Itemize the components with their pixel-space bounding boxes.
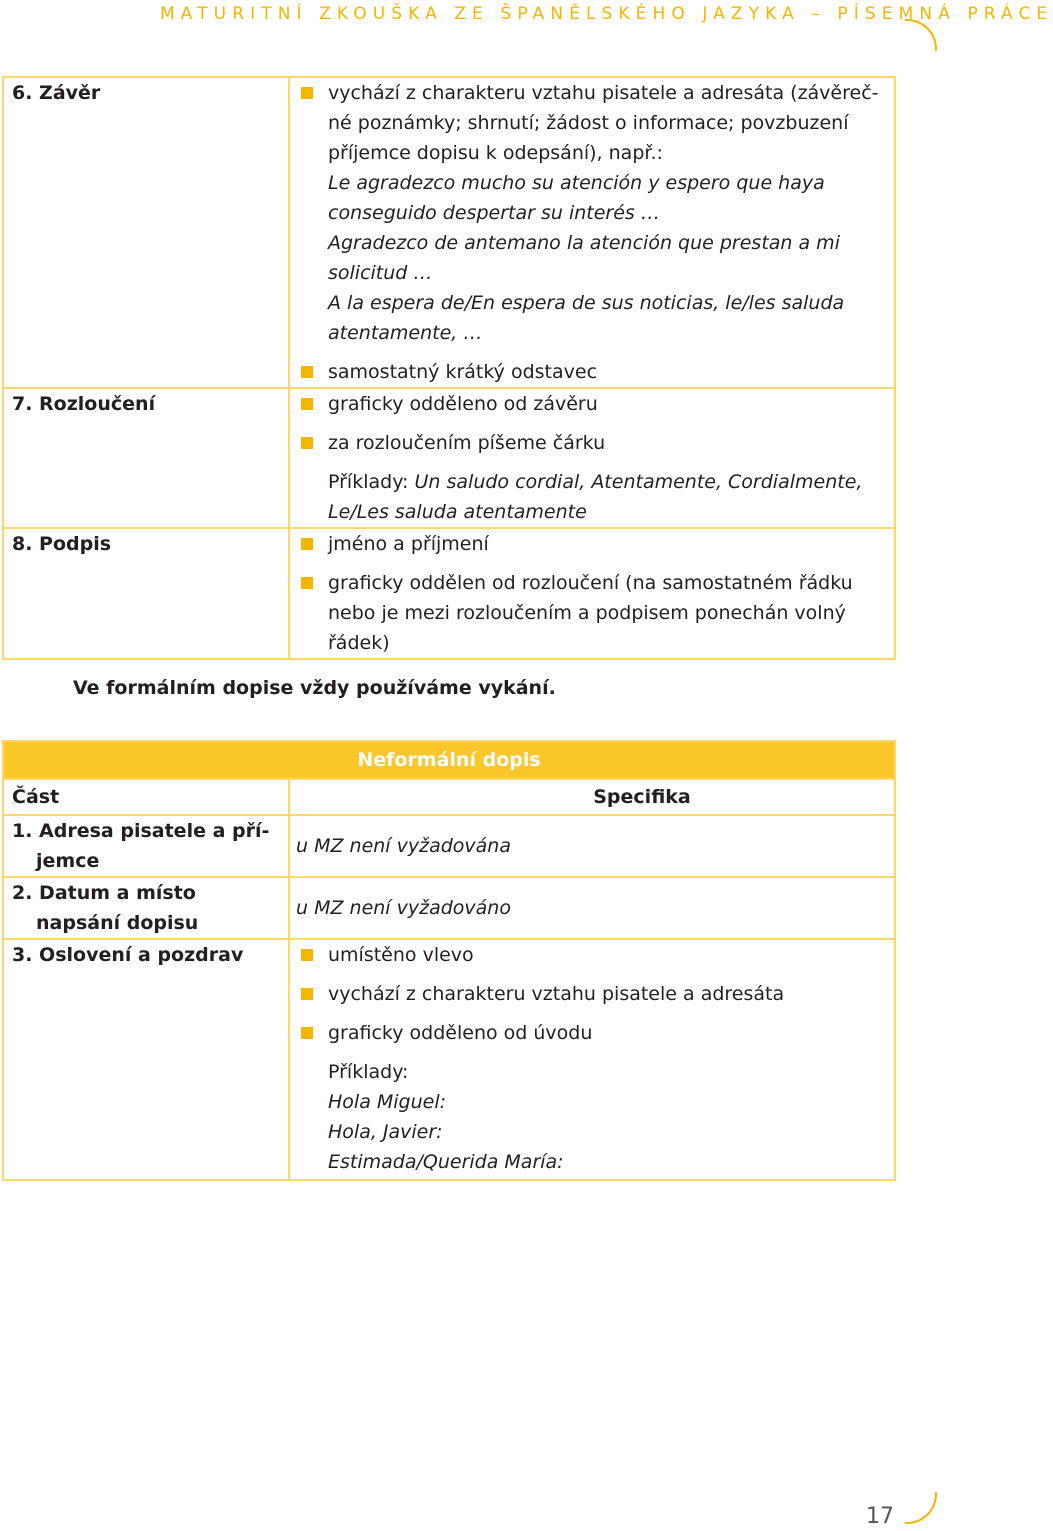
table-title-row [3, 741, 895, 779]
informal-letter-table [2, 740, 896, 1181]
formal-letter-table [2, 76, 896, 660]
example-text: Hola, Javier: [328, 1121, 443, 1143]
example-text: Agradezco de antemano la atención que prestan a mi solicitud … [328, 232, 840, 284]
bullet-item: vychází z charakteru vztahu pisatele a adresáta (závěreč-né poznámky; shrnutí; žádost o informace; povzbuzení příjemce dopisu k odepsání), např.: [296, 78, 888, 168]
part-label: 8. Podpis [12, 533, 112, 555]
formal-note: Ve formálním dopise vždy používáme vykání. [73, 677, 556, 699]
part-label: 1. Adresa pisatele a pří-jemce [12, 820, 270, 872]
table-row [3, 388, 895, 528]
table-row [3, 939, 895, 1180]
bullet-item: jméno a příjmení [296, 529, 888, 559]
example-text: Hola Miguel: [328, 1091, 447, 1113]
part-label: 2. Datum a místo napsání dopisu [12, 882, 199, 934]
column-header-spec: Specifika [289, 779, 895, 815]
table-row [3, 77, 895, 388]
table-row [3, 877, 895, 939]
bullet-item: graficky oddělen od rozloučení (na samostatném řádku nebo je mezi rozloučením a podpisem ponechán volný řádek) [296, 568, 888, 658]
bullet-item: graficky odděleno od úvodu [296, 1018, 888, 1048]
spec-text: u MZ není vyžadováno [289, 877, 895, 939]
bullet-item: umístěno vlevo [296, 940, 888, 970]
bullet-item: za rozloučením píšeme čárku [296, 428, 888, 458]
part-label: 6. Závěr [12, 82, 101, 104]
bullet-item: vychází z charakteru vztahu pisatele a adresáta [296, 979, 888, 1009]
part-label: 7. Rozloučení [12, 393, 156, 415]
examples-text: Un saludo cordial, Atentamente, Cordialmente, Le/Les saluda atentamente [328, 471, 863, 523]
bullet-item: graficky odděleno od závěru [296, 389, 888, 419]
spec-text: u MZ není vyžadována [289, 815, 895, 877]
examples-label: Příklady: [328, 1061, 409, 1083]
table-row [3, 815, 895, 877]
page-header: MATURITNÍ ZKOUŠKA ZE ŠPANĚLSKÉHO JAZYKA – PÍSEMNÁ PRÁCE [160, 4, 1053, 24]
table-row [3, 528, 895, 659]
examples-label: Příklady: [328, 471, 409, 493]
table-title: Neformální dopis [3, 741, 895, 779]
part-label: 3. Oslovení a pozdrav [12, 944, 244, 966]
example-text: Le agradezco mucho su atención y espero que haya conseguido despertar su interés … [328, 172, 825, 224]
examples [296, 467, 888, 527]
bullet-item: samostatný krátký odstavec [296, 357, 888, 387]
example-text: A la espera de/En espera de sus noticias, le/les saluda atentamente, … [328, 292, 845, 344]
table-header-row [3, 779, 895, 815]
column-header-part: Část [3, 779, 289, 815]
frame-corner-bottom [905, 1492, 937, 1524]
example-text: Estimada/Querida María: [328, 1151, 564, 1173]
page-number: 17 [866, 1504, 894, 1529]
